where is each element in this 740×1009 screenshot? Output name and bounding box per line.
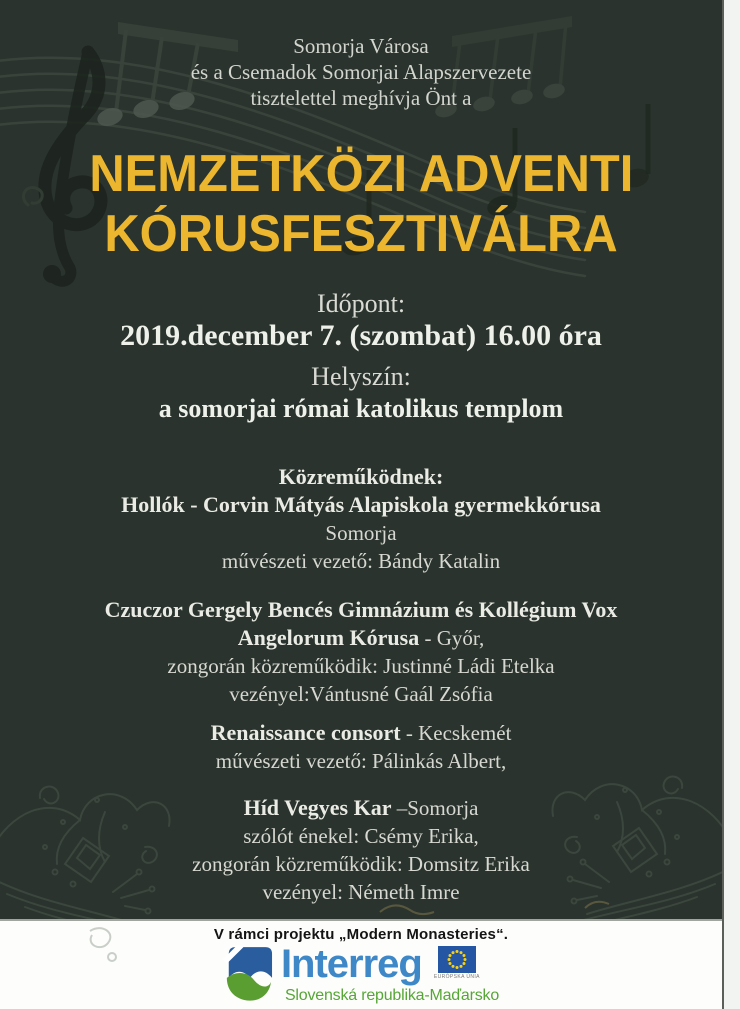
group-name: Hollók - Corvin Mátyás Alapiskola gyermekkórusa (121, 492, 601, 517)
group-detail: zongorán közreműködik: Domsitz Erika (192, 852, 530, 876)
event-title-line-2: KÓRUSFESZTIVÁLRA (104, 205, 618, 263)
group-name: Renaissance consort - Kecskemét (210, 720, 512, 745)
performers-section-3 (0, 719, 722, 775)
group-detail: vezényel: Németh Imre (262, 880, 460, 904)
page-margin-strip (722, 0, 740, 1009)
group-detail: művészeti vezető: Pálinkás Albert, (215, 749, 507, 773)
intro-line-2: és a Csemadok Somorjai Alapszervezete (190, 60, 532, 84)
interreg-brand-text: Interreg (280, 942, 422, 986)
eu-flag-label: EURÓPSKA ÚNIA (433, 974, 480, 980)
group-name: Czuczor Gergely Bencés Gimnázium és Kollégium Vox Angelorum Kórusa - Győr, (104, 597, 618, 650)
group-detail: szólót énekel: Csémy Erika, (243, 824, 479, 848)
interreg-subtitle: Slovenská republika-Maďarsko (284, 987, 500, 1004)
intro-line-1: Somorja Városa (293, 34, 429, 58)
when-label: Időpont: (316, 289, 406, 318)
eu-flag-block (434, 946, 480, 980)
eu-flag-icon (438, 946, 476, 973)
performers-section-4 (0, 794, 722, 906)
interreg-text-block (281, 944, 499, 1005)
group-name: Híd Vegyes Kar –Somorja (243, 795, 479, 820)
swirl-ornament-icon (70, 923, 130, 971)
performers-section-2 (0, 596, 722, 708)
footer-bar (0, 919, 722, 1009)
event-venue: a somorjai római katolikus templom (158, 394, 564, 423)
group-detail: vezényel:Vántusné Gaál Zsófia (229, 682, 493, 706)
intro-line-3: tisztelettel meghívja Önt a (250, 86, 472, 110)
performers-section-1 (0, 463, 722, 575)
group-detail: Somorja (325, 521, 397, 545)
project-line: V rámci projektu „Modern Monasteries“. (213, 926, 509, 943)
intro-block (0, 33, 722, 111)
interreg-logo-icon (223, 945, 273, 1003)
performers-heading: Közreműködnek: (278, 464, 444, 489)
group-detail: zongorán közreműködik: Justinné Ládi Etelka (167, 654, 555, 678)
event-date: 2019.december 7. (szombat) 16.00 óra (120, 319, 602, 352)
where-label: Helyszín: (311, 362, 411, 391)
group-detail: művészeti vezető: Bándy Katalin (221, 549, 501, 573)
event-title-line-1: NEMZETKÖZI ADVENTI (88, 145, 633, 203)
